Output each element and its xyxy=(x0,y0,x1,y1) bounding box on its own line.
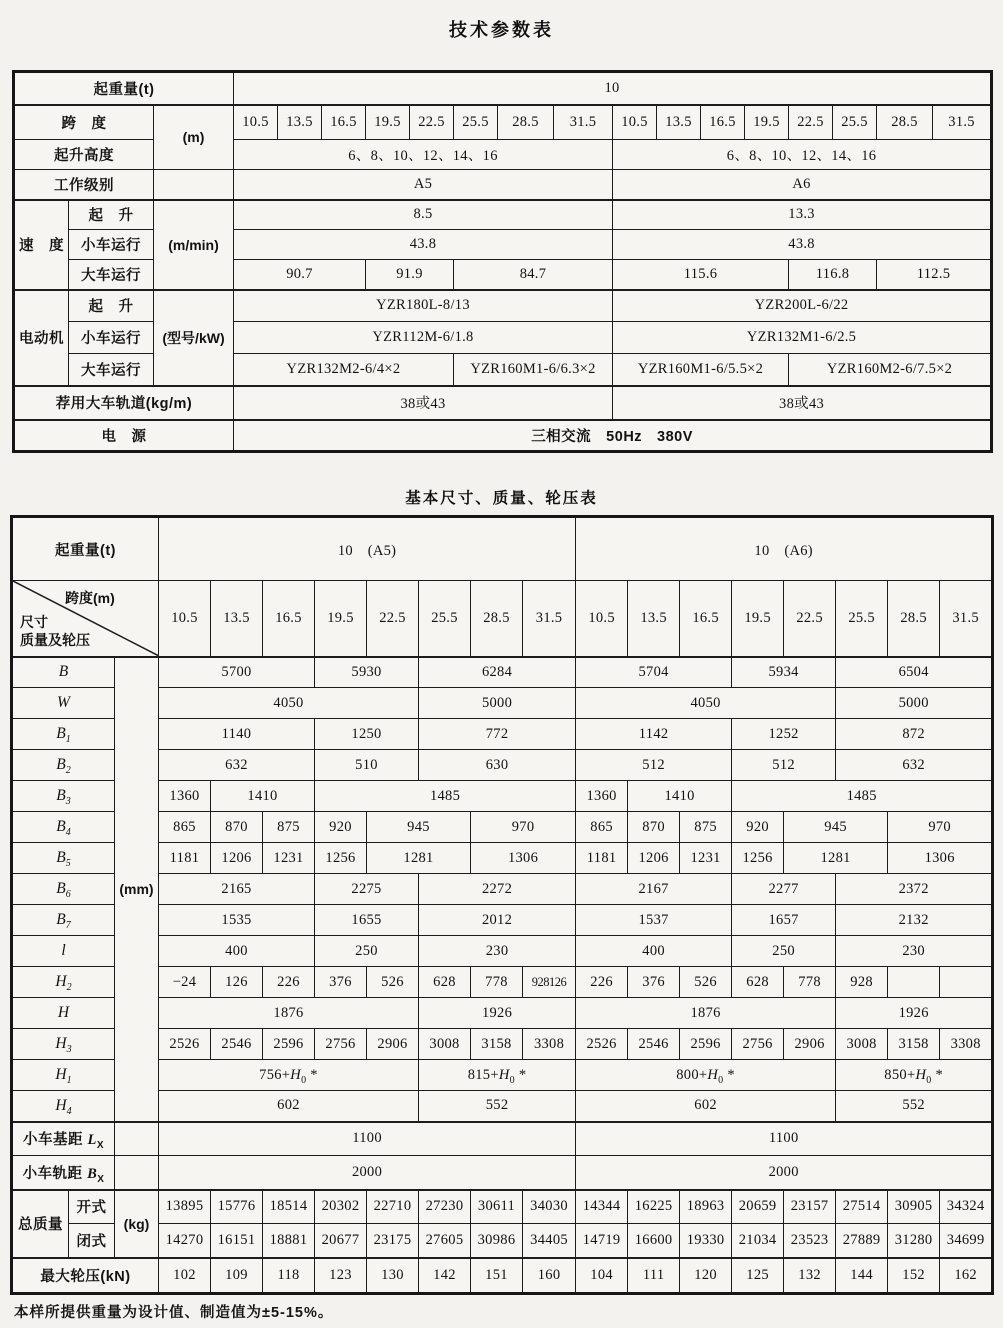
row-label: 小车运行 xyxy=(69,230,154,260)
data-cell: 1876 xyxy=(159,998,419,1029)
data-cell: 2012 xyxy=(419,905,576,936)
data-cell: 870 xyxy=(628,812,680,843)
data-cell: 19.5 xyxy=(366,105,410,140)
data-cell: 116.8 xyxy=(789,260,877,290)
data-cell: 43.8 xyxy=(234,230,613,260)
data-cell: W xyxy=(12,688,115,719)
data-cell: YZR160M2-6/7.5×2 xyxy=(789,354,992,386)
data-cell: 1142 xyxy=(576,719,732,750)
data-cell: 130 xyxy=(367,1258,419,1294)
data-cell: 2756 xyxy=(732,1029,784,1060)
data-cell: 91.9 xyxy=(366,260,454,290)
data-cell: 13.5 xyxy=(628,581,680,657)
data-cell: 2165 xyxy=(159,874,315,905)
row-label: 起升高度 xyxy=(14,140,154,170)
data-cell: 3308 xyxy=(523,1029,576,1060)
data-cell: 512 xyxy=(732,750,836,781)
data-cell: 5704 xyxy=(576,657,732,688)
data-cell: H xyxy=(12,998,115,1029)
row-label xyxy=(154,170,234,200)
data-cell: 3008 xyxy=(419,1029,471,1060)
row-label: (m) xyxy=(154,105,234,170)
data-cell: 4050 xyxy=(576,688,836,719)
data-cell: 1181 xyxy=(159,843,211,874)
row-label: 小车运行 xyxy=(69,322,154,354)
data-cell: 16225 xyxy=(628,1190,680,1224)
data-cell: $H_1$ xyxy=(12,1060,115,1091)
data-cell: 22710 xyxy=(367,1190,419,1224)
data-cell: $815+H_0$ * xyxy=(419,1060,576,1091)
data-cell: 2596 xyxy=(680,1029,732,1060)
data-cell: 6284 xyxy=(419,657,576,688)
data-cell: 778 xyxy=(471,967,523,998)
data-cell: 1410 xyxy=(211,781,315,812)
data-cell: 16.5 xyxy=(263,581,315,657)
data-cell: 13.5 xyxy=(211,581,263,657)
data-cell xyxy=(940,967,993,998)
data-cell: 2272 xyxy=(419,874,576,905)
data-cell: 865 xyxy=(159,812,211,843)
data-cell: 250 xyxy=(732,936,836,967)
tech-params-table xyxy=(12,70,993,453)
data-cell: $B_7$ xyxy=(12,905,115,936)
row-label: 起重量(t) xyxy=(12,517,159,581)
data-cell: 1535 xyxy=(159,905,315,936)
data-cell: 2000 xyxy=(576,1156,993,1190)
data-cell: 34030 xyxy=(523,1190,576,1224)
data-cell: 1485 xyxy=(315,781,576,812)
data-cell: 6、8、10、12、14、16 xyxy=(613,140,992,170)
data-cell: 865 xyxy=(576,812,628,843)
data-cell: 552 xyxy=(419,1091,576,1122)
data-cell: 230 xyxy=(419,936,576,967)
data-cell: 25.5 xyxy=(836,581,888,657)
row-label: (kg) xyxy=(115,1190,159,1258)
data-cell: 31.5 xyxy=(554,105,613,140)
data-cell: 31.5 xyxy=(933,105,992,140)
data-cell: 34699 xyxy=(940,1224,993,1258)
data-cell: 602 xyxy=(576,1091,836,1122)
row-label: 总质量 xyxy=(12,1190,69,1258)
data-cell: 1100 xyxy=(576,1122,993,1156)
data-cell: 25.5 xyxy=(454,105,498,140)
data-cell: 28.5 xyxy=(498,105,554,140)
data-cell xyxy=(888,967,940,998)
data-cell: YZR200L-6/22 xyxy=(613,290,992,322)
data-cell: 10 (A5) xyxy=(159,517,576,581)
data-cell: 230 xyxy=(836,936,993,967)
data-cell: 144 xyxy=(836,1258,888,1294)
data-cell: 628 xyxy=(419,967,471,998)
data-cell: 20677 xyxy=(315,1224,367,1258)
data-cell: 16151 xyxy=(211,1224,263,1258)
data-cell: 20302 xyxy=(315,1190,367,1224)
data-cell: 27230 xyxy=(419,1190,471,1224)
data-cell: 14719 xyxy=(576,1224,628,1258)
row-label: 工作级别 xyxy=(14,170,154,200)
data-cell: 400 xyxy=(576,936,732,967)
data-cell: 8.5 xyxy=(234,200,613,230)
data-cell: $756+H_0$ * xyxy=(159,1060,419,1091)
data-cell: 1410 xyxy=(628,781,732,812)
data-cell: 875 xyxy=(263,812,315,843)
data-cell: $850+H_0$ * xyxy=(836,1060,993,1091)
data-cell: 226 xyxy=(263,967,315,998)
data-cell: 632 xyxy=(836,750,993,781)
data-cell: 778 xyxy=(784,967,836,998)
diagonal-label: 质量及轮压 xyxy=(20,631,90,648)
data-cell: 2546 xyxy=(211,1029,263,1060)
data-cell: 602 xyxy=(159,1091,419,1122)
data-cell: 376 xyxy=(628,967,680,998)
data-cell: 2756 xyxy=(315,1029,367,1060)
data-cell: 23175 xyxy=(367,1224,419,1258)
data-cell: $B_3$ xyxy=(12,781,115,812)
data-cell: YZR180L-8/13 xyxy=(234,290,613,322)
data-cell: 1252 xyxy=(732,719,836,750)
data-cell: $800+H_0$ * xyxy=(576,1060,836,1091)
data-cell: 1100 xyxy=(159,1122,576,1156)
row-label: 小车轨距 $B_X$ xyxy=(12,1156,115,1190)
data-cell: 34405 xyxy=(523,1224,576,1258)
data-cell: 115.6 xyxy=(613,260,789,290)
data-cell: 2132 xyxy=(836,905,993,936)
data-cell: 3308 xyxy=(940,1029,993,1060)
data-cell: 1140 xyxy=(159,719,315,750)
data-cell: 1306 xyxy=(471,843,576,874)
data-cell: 126 xyxy=(211,967,263,998)
data-cell: 23157 xyxy=(784,1190,836,1224)
data-cell: 10 (A6) xyxy=(576,517,993,581)
data-cell: 526 xyxy=(680,967,732,998)
row-label: 电 源 xyxy=(14,420,234,452)
data-cell: 90.7 xyxy=(234,260,366,290)
data-cell: 84.7 xyxy=(454,260,613,290)
data-cell: 872 xyxy=(836,719,993,750)
data-cell: 10 xyxy=(234,72,992,105)
data-cell: 1926 xyxy=(419,998,576,1029)
dimensions-mass-wheelload-table xyxy=(10,515,994,1295)
data-cell: 28.5 xyxy=(877,105,933,140)
data-cell: 5930 xyxy=(315,657,419,688)
data-cell: 1360 xyxy=(576,781,628,812)
data-cell: 27514 xyxy=(836,1190,888,1224)
data-cell: 14344 xyxy=(576,1190,628,1224)
data-cell: 1537 xyxy=(576,905,732,936)
row-label: 大车运行 xyxy=(69,354,154,386)
page-title: 技术参数表 xyxy=(449,20,554,40)
data-cell: 1206 xyxy=(628,843,680,874)
data-cell: 1306 xyxy=(888,843,993,874)
data-cell: l xyxy=(12,936,115,967)
data-cell: 870 xyxy=(211,812,263,843)
data-cell: 31280 xyxy=(888,1224,940,1258)
row-label xyxy=(115,1122,159,1156)
data-cell: 4050 xyxy=(159,688,419,719)
data-cell: 19330 xyxy=(680,1224,732,1258)
data-cell: 30611 xyxy=(471,1190,523,1224)
data-cell: 34324 xyxy=(940,1190,993,1224)
data-cell: 510 xyxy=(315,750,419,781)
data-cell: YZR112M-6/1.8 xyxy=(234,322,613,354)
data-cell: 13.5 xyxy=(278,105,322,140)
data-cell: 632 xyxy=(159,750,315,781)
data-cell: 22.5 xyxy=(410,105,454,140)
data-cell: 1926 xyxy=(836,998,993,1029)
data-cell: 30905 xyxy=(888,1190,940,1224)
data-cell: 160 xyxy=(523,1258,576,1294)
data-cell: $H_3$ xyxy=(12,1029,115,1060)
data-cell: 16.5 xyxy=(322,105,366,140)
data-cell: 43.8 xyxy=(613,230,992,260)
data-cell: 772 xyxy=(419,719,576,750)
data-cell: YZR160M1-6/6.3×2 xyxy=(454,354,613,386)
data-cell: 38或43 xyxy=(613,386,992,420)
data-cell: 3008 xyxy=(836,1029,888,1060)
diagonal-label: 跨度(m) xyxy=(65,590,115,606)
row-label: 最大轮压(kN) xyxy=(12,1258,159,1294)
row-label: 荐用大车轨道(kg/m) xyxy=(14,386,234,420)
data-cell: 628 xyxy=(732,967,784,998)
row-label: 起 升 xyxy=(69,290,154,322)
row-label: 跨 度 xyxy=(14,105,154,140)
data-cell: 25.5 xyxy=(833,105,877,140)
row-label: (mm) xyxy=(115,657,159,1122)
data-cell: 112.5 xyxy=(877,260,992,290)
data-cell: 23523 xyxy=(784,1224,836,1258)
data-cell: 125 xyxy=(732,1258,784,1294)
data-cell: 3158 xyxy=(888,1029,940,1060)
data-cell: 1231 xyxy=(263,843,315,874)
diagonal-label: 尺寸 xyxy=(20,614,48,630)
data-cell: 945 xyxy=(367,812,471,843)
data-cell: 16600 xyxy=(628,1224,680,1258)
data-cell: 162 xyxy=(940,1258,993,1294)
row-label: 速 度 xyxy=(14,200,69,290)
data-cell: 22.5 xyxy=(784,581,836,657)
data-cell: $H_4$ xyxy=(12,1091,115,1122)
data-cell: 18514 xyxy=(263,1190,315,1224)
data-cell: 1485 xyxy=(732,781,993,812)
data-cell: 970 xyxy=(471,812,576,843)
data-cell: 2275 xyxy=(315,874,419,905)
data-cell: YZR132M2-6/4×2 xyxy=(234,354,454,386)
data-cell: 5934 xyxy=(732,657,836,688)
data-cell: 16.5 xyxy=(701,105,745,140)
data-cell: −24 xyxy=(159,967,211,998)
row-label: (m/min) xyxy=(154,200,234,290)
data-cell: 1360 xyxy=(159,781,211,812)
data-cell: 38或43 xyxy=(234,386,613,420)
data-cell: 2526 xyxy=(576,1029,628,1060)
data-cell: 13895 xyxy=(159,1190,211,1224)
data-cell: $B_1$ xyxy=(12,719,115,750)
data-cell: 25.5 xyxy=(419,581,471,657)
row-label: 小车基距 $L_X$ xyxy=(12,1122,115,1156)
data-cell: 109 xyxy=(211,1258,263,1294)
data-cell: 102 xyxy=(159,1258,211,1294)
data-cell: YZR160M1-6/5.5×2 xyxy=(613,354,789,386)
data-cell: 111 xyxy=(628,1258,680,1294)
data-cell: 5700 xyxy=(159,657,315,688)
data-cell: 120 xyxy=(680,1258,732,1294)
data-cell: YZR132M1-6/2.5 xyxy=(613,322,992,354)
row-label: 大车运行 xyxy=(69,260,154,290)
data-cell: 1206 xyxy=(211,843,263,874)
data-cell: 14270 xyxy=(159,1224,211,1258)
data-cell: 104 xyxy=(576,1258,628,1294)
data-cell: 123 xyxy=(315,1258,367,1294)
row-label: 开式 xyxy=(69,1190,115,1224)
data-cell: 970 xyxy=(888,812,993,843)
data-cell: 3158 xyxy=(471,1029,523,1060)
row-label: 起重量(t) xyxy=(14,72,234,105)
data-cell: 118 xyxy=(263,1258,315,1294)
data-cell: $B_6$ xyxy=(12,874,115,905)
data-cell: 18963 xyxy=(680,1190,732,1224)
data-cell: 1876 xyxy=(576,998,836,1029)
data-cell: 31.5 xyxy=(940,581,993,657)
data-cell: 2372 xyxy=(836,874,993,905)
row-label: 起 升 xyxy=(69,200,154,230)
diagonal-header-cell xyxy=(12,581,159,657)
data-cell: 20659 xyxy=(732,1190,784,1224)
data-cell: 2277 xyxy=(732,874,836,905)
data-cell: 6504 xyxy=(836,657,993,688)
data-cell: 920 xyxy=(732,812,784,843)
data-cell: 1655 xyxy=(315,905,419,936)
data-cell: 1250 xyxy=(315,719,419,750)
footnote: 本样所提供重量为设计值、制造值为±5-15%。 xyxy=(14,1305,334,1321)
data-cell: 2546 xyxy=(628,1029,680,1060)
data-cell: 1181 xyxy=(576,843,628,874)
data-cell: $B_4$ xyxy=(12,812,115,843)
data-cell: 13.3 xyxy=(613,200,992,230)
data-cell: 2906 xyxy=(367,1029,419,1060)
data-cell: 18881 xyxy=(263,1224,315,1258)
data-cell: 630 xyxy=(419,750,576,781)
data-cell: 10.5 xyxy=(576,581,628,657)
data-cell: 19.5 xyxy=(745,105,789,140)
data-cell: 132 xyxy=(784,1258,836,1294)
data-cell: 28.5 xyxy=(471,581,523,657)
data-cell: B xyxy=(12,657,115,688)
data-cell: 376 xyxy=(315,967,367,998)
data-cell: 2906 xyxy=(784,1029,836,1060)
data-cell: 21034 xyxy=(732,1224,784,1258)
data-cell: 19.5 xyxy=(315,581,367,657)
data-cell: 2000 xyxy=(159,1156,576,1190)
data-cell: 1281 xyxy=(784,843,888,874)
data-cell: 945 xyxy=(784,812,888,843)
data-cell: 19.5 xyxy=(732,581,784,657)
data-cell: 27889 xyxy=(836,1224,888,1258)
data-cell: 552 xyxy=(836,1091,993,1122)
data-cell: 152 xyxy=(888,1258,940,1294)
data-cell: 151 xyxy=(471,1258,523,1294)
data-cell: 10.5 xyxy=(234,105,278,140)
data-cell: 512 xyxy=(576,750,732,781)
data-cell: 250 xyxy=(315,936,419,967)
row-label: 三相交流 50Hz 380V xyxy=(234,420,992,452)
data-cell: 1231 xyxy=(680,843,732,874)
row-label: 闭式 xyxy=(69,1224,115,1258)
data-cell: 928 xyxy=(836,967,888,998)
data-cell: 27605 xyxy=(419,1224,471,1258)
data-cell: 2526 xyxy=(159,1029,211,1060)
data-cell: 6、8、10、12、14、16 xyxy=(234,140,613,170)
data-cell: $H_2$ xyxy=(12,967,115,998)
data-cell: 30986 xyxy=(471,1224,523,1258)
data-cell: 1657 xyxy=(732,905,836,936)
data-cell: 226 xyxy=(576,967,628,998)
data-cell: $B_2$ xyxy=(12,750,115,781)
data-cell: 5000 xyxy=(419,688,576,719)
data-cell: 1281 xyxy=(367,843,471,874)
data-cell: 2167 xyxy=(576,874,732,905)
data-cell: 2596 xyxy=(263,1029,315,1060)
data-cell: 28.5 xyxy=(888,581,940,657)
data-cell: 928126 xyxy=(523,967,576,998)
data-cell: 920 xyxy=(315,812,367,843)
data-cell: $B_5$ xyxy=(12,843,115,874)
data-cell: A5 xyxy=(234,170,613,200)
data-cell: 142 xyxy=(419,1258,471,1294)
data-cell: 5000 xyxy=(836,688,993,719)
data-cell: 15776 xyxy=(211,1190,263,1224)
data-cell: 10.5 xyxy=(613,105,657,140)
data-cell: 526 xyxy=(367,967,419,998)
row-label: 电动机 xyxy=(14,290,69,386)
data-cell: 22.5 xyxy=(367,581,419,657)
data-cell: 875 xyxy=(680,812,732,843)
data-cell: 31.5 xyxy=(523,581,576,657)
data-cell: 400 xyxy=(159,936,315,967)
row-label xyxy=(115,1156,159,1190)
data-cell: 13.5 xyxy=(657,105,701,140)
data-cell: 1256 xyxy=(315,843,367,874)
data-cell: 1256 xyxy=(732,843,784,874)
table-title-dimensions: 基本尺寸、质量、轮压表 xyxy=(405,490,598,507)
data-cell: 22.5 xyxy=(789,105,833,140)
data-cell: A6 xyxy=(613,170,992,200)
row-label: (型号/kW) xyxy=(154,290,234,386)
data-cell: 16.5 xyxy=(680,581,732,657)
data-cell: 10.5 xyxy=(159,581,211,657)
